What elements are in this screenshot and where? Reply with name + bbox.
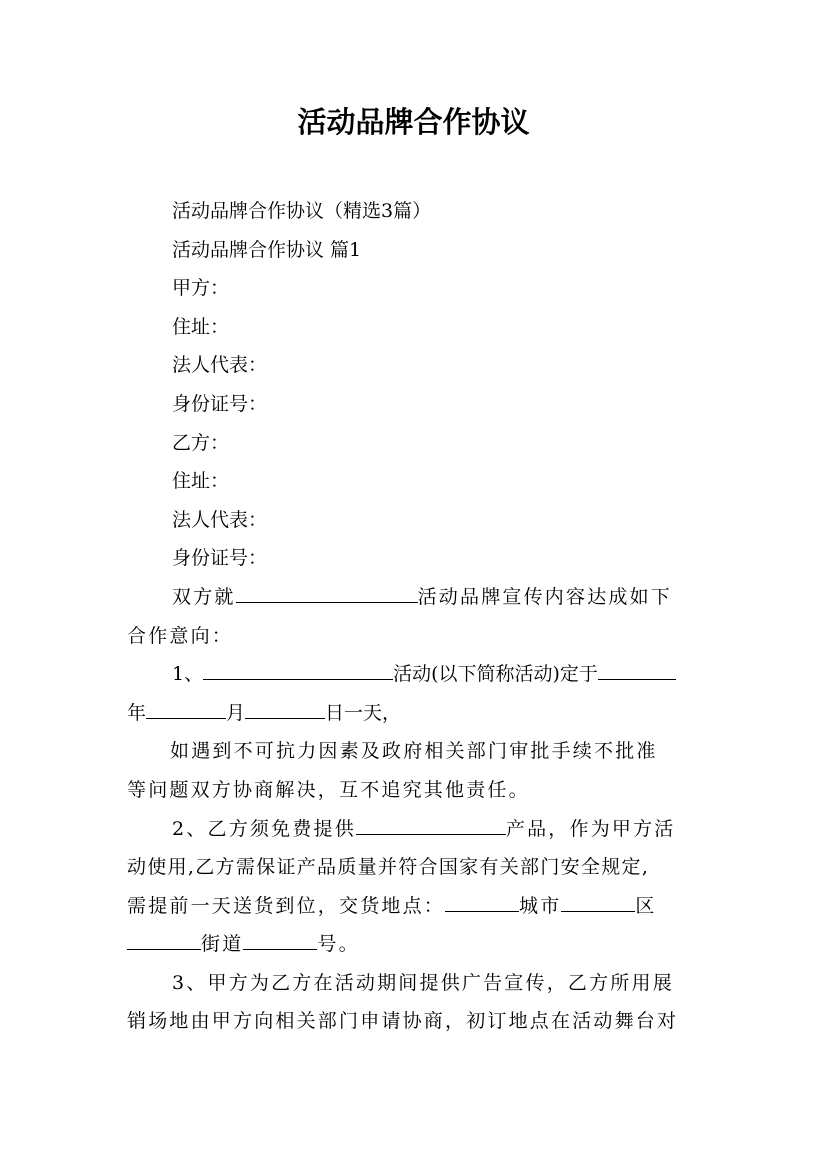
- clause1-month: 月: [226, 701, 246, 724]
- party-a-legal-rep: 法人代表：: [172, 354, 268, 377]
- clause2-line4: [127, 925, 703, 964]
- clause2-line1: [127, 810, 703, 849]
- party-a-id: 身份证号：: [172, 392, 268, 415]
- party-b-legal-rep: 法人代表：: [172, 508, 268, 531]
- intro-pre: 双方就: [172, 585, 236, 608]
- party-a-address: 住址：: [172, 315, 230, 338]
- clause2-post: 产品，作为甲方活: [505, 817, 676, 840]
- clause2-street: 街道: [201, 933, 244, 956]
- clause2-line3-pre: 需提前一天送货到位，交货地点：: [127, 894, 446, 917]
- section-heading: 活动品牌合作协议 篇1: [172, 238, 362, 261]
- intro-post: 活动品牌宣传内容达成如下: [417, 585, 673, 608]
- clause1-day: 日一天，: [325, 701, 402, 724]
- subtitle: 活动品牌合作协议（精选3篇）: [172, 200, 432, 222]
- clause2-product-blank: [356, 812, 506, 835]
- force-majeure-line2: 等问题双方协商解决，互不追究其他责任。: [127, 778, 530, 801]
- clause1-line1: [127, 655, 703, 694]
- clause2-number: 号。: [317, 933, 360, 956]
- clause1-year-blank: [598, 657, 676, 680]
- party-b-id: 身份证号：: [172, 547, 268, 570]
- clause2-street-blank: [127, 927, 201, 950]
- party-a-label: 甲方：: [172, 277, 230, 300]
- clause2-city: 城市: [519, 894, 562, 917]
- clause2-district: 区: [635, 894, 657, 917]
- clause2-line2: 动使用,乙方需保证产品质量并符合国家有关部门安全规定,: [127, 856, 650, 879]
- clause3-line1: 3、甲方为乙方在活动期间提供广告宣传，乙方所用展: [172, 971, 674, 994]
- party-b-label: 乙方：: [172, 431, 230, 454]
- clause1-line2: [127, 694, 703, 733]
- clause1-pre: 1、: [172, 663, 204, 686]
- clause1-year: 年: [127, 701, 147, 724]
- document-body: [127, 192, 703, 1041]
- intro-cont: 合作意向：: [127, 624, 234, 647]
- clause3-line2: 销场地由甲方向相关部门申请协商，初订地点在活动舞台对: [127, 1010, 679, 1033]
- clause1-month-blank: [146, 696, 226, 719]
- clause2-number-blank: [243, 927, 317, 950]
- force-majeure-line1: 如遇到不可抗力因素及政府相关部门审批手续不批准: [170, 740, 658, 763]
- clause2-district-blank: [561, 889, 635, 912]
- party-b-address: 住址：: [172, 470, 230, 493]
- intro-line: [127, 578, 703, 617]
- clause2-line3: [127, 887, 703, 926]
- clause1-day-blank: [245, 696, 325, 719]
- clause2-pre: 2、乙方须免费提供: [172, 817, 356, 840]
- activity-name-blank: [236, 580, 418, 603]
- clause1-mid: 活动(以下简称活动)定于: [393, 663, 598, 686]
- clause2-city-blank: [445, 889, 519, 912]
- clause1-activity-blank: [203, 657, 393, 680]
- document-title: 活动品牌合作协议: [297, 105, 530, 139]
